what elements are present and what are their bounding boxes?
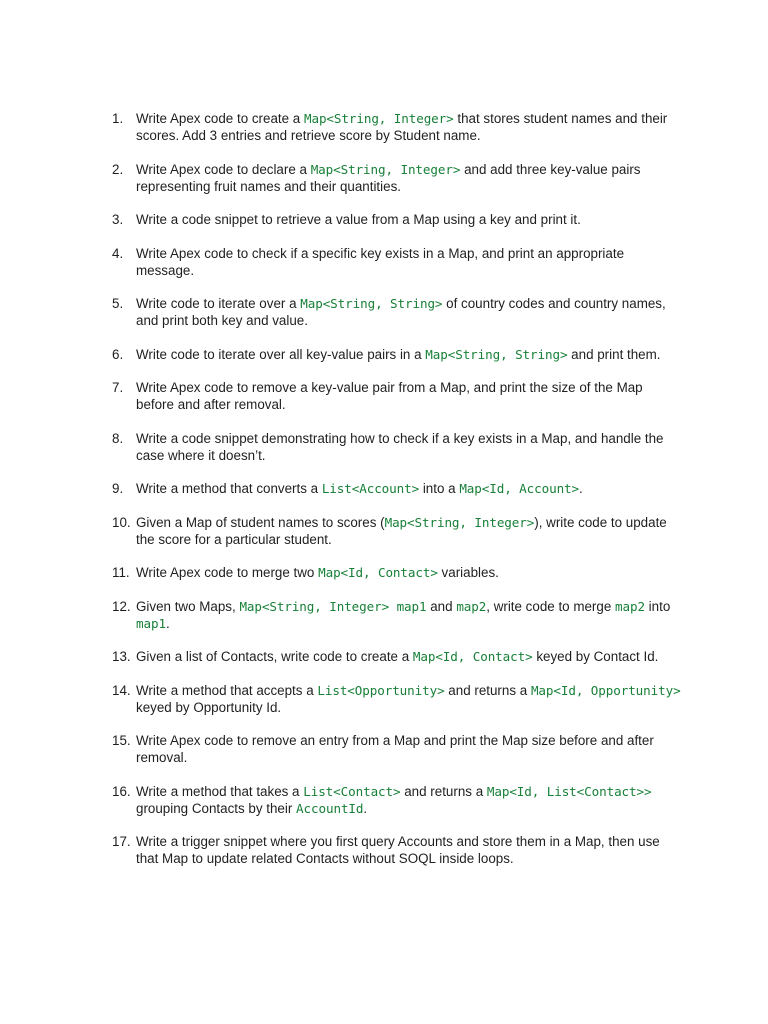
question-text: [136, 598, 682, 632]
text-segment: of country codes and country names, and print both key and value.: [136, 296, 666, 328]
question-number: 14.: [112, 682, 131, 698]
question-number: 8.: [112, 430, 124, 446]
question-text: [136, 682, 682, 716]
text-segment: that stores student names and their scores. Add 3 entries and retrieve score by Student name.: [136, 111, 668, 143]
inline-code: AccountId: [296, 800, 364, 816]
text-segment: Write a method that takes a: [136, 783, 304, 799]
question-item: [112, 430, 682, 464]
question-item: [112, 161, 682, 195]
text-segment: Given two Maps,: [136, 598, 240, 614]
text-segment: keyed by Contact Id.: [532, 649, 659, 664]
question-number: 10.: [112, 514, 131, 530]
question-number: 12.: [112, 598, 131, 614]
inline-code: List<Account>: [321, 481, 420, 496]
inline-code: List<Contact>: [303, 783, 401, 799]
text-segment: Write Apex code to create a: [136, 111, 304, 126]
question-number: 7.: [112, 380, 124, 395]
text-segment: Given a list of Contacts, write code to create a: [136, 649, 413, 664]
question-number: 1.: [112, 111, 124, 126]
question-item: [112, 682, 682, 716]
question-item: [112, 783, 682, 817]
text-segment: Write a method that accepts a: [136, 682, 318, 698]
question-item: [112, 648, 682, 665]
inline-code: map2: [456, 598, 487, 614]
text-segment: Write code to iterate over all key-value pairs in a: [136, 346, 426, 362]
question-number: 4.: [112, 245, 124, 261]
question-text: [136, 211, 682, 228]
inline-code: map1: [136, 615, 166, 631]
question-item: [112, 480, 682, 497]
question-text: [136, 564, 682, 581]
text-segment: Write a code snippet to retrieve a value from a Map using a key and print it.: [136, 212, 581, 227]
inline-code: Map<String, Integer>: [303, 111, 454, 126]
text-segment: .: [579, 481, 583, 496]
inline-code: Map<Id, Contact>: [412, 649, 533, 664]
question-number: 16.: [112, 783, 131, 799]
question-item: [112, 514, 682, 548]
question-number: 9.: [112, 481, 124, 496]
text-segment: grouping Contacts by their: [136, 800, 297, 816]
inline-code: Map<Id, Contact>: [318, 565, 438, 580]
question-text: [136, 648, 682, 665]
question-number: 2.: [112, 161, 124, 177]
text-segment: keyed by Opportunity Id.: [136, 699, 282, 715]
text-segment: into: [644, 598, 671, 614]
inline-code: Map<String, String>: [425, 346, 568, 362]
text-segment: Write a method that converts a: [136, 481, 322, 496]
question-number: 13.: [112, 649, 131, 664]
question-number: 15.: [112, 733, 131, 748]
inline-code: Map<Id, Account>: [459, 481, 580, 496]
inline-code: Map<String, String>: [300, 296, 443, 311]
text-segment: and print them.: [567, 346, 661, 362]
inline-code: Map<String, Integer>: [384, 514, 535, 530]
text-segment: Write a trigger snippet where you first query Accounts and store them in a Map, then use that Map to update related Contacts without SOQL inside loops.: [136, 834, 660, 866]
inline-code: map2: [615, 598, 645, 614]
text-segment: Write a code snippet demonstrating how to check if a key exists in a Map, and handle the case where it doesn’t.: [136, 430, 664, 463]
text-segment: Write Apex code to check if a specific key exists in a Map, and print an appropriate message.: [136, 245, 625, 278]
text-segment: Write Apex code to remove an entry from a Map and print the Map size before and after removal.: [136, 733, 654, 765]
text-segment: .: [363, 800, 368, 816]
text-segment: Write Apex code to remove a key-value pair from a Map, and print the size of the Map before and after removal.: [136, 380, 643, 412]
question-text: [136, 245, 682, 279]
text-segment: Write Apex code to declare a: [136, 161, 311, 177]
question-text: [136, 346, 682, 363]
question-item: [112, 346, 682, 363]
question-number: 17.: [112, 834, 131, 849]
question-number: 3.: [112, 212, 124, 227]
question-text: [136, 783, 682, 817]
question-item: [112, 211, 682, 228]
question-text: [136, 295, 682, 329]
text-segment: and returns a: [444, 682, 531, 698]
question-text: [136, 430, 682, 464]
inline-code: List<Opportunity>: [317, 682, 445, 698]
question-number: 5.: [112, 296, 124, 311]
question-item: [112, 833, 682, 867]
question-item: [112, 110, 682, 144]
text-segment: and add three key-value pairs representing fruit names and their quantities.: [136, 161, 641, 194]
text-segment: and returns a: [400, 783, 487, 799]
question-text: [136, 514, 682, 548]
question-item: [112, 564, 682, 581]
question-item: [112, 295, 682, 329]
question-number: 11.: [112, 565, 130, 580]
question-text: [136, 480, 682, 497]
text-segment: , write code to merge: [486, 598, 616, 614]
inline-code: Map<Id, Opportunity>: [530, 682, 681, 698]
question-item: [112, 245, 682, 279]
text-segment: Write Apex code to merge two: [136, 565, 319, 580]
question-item: [112, 379, 682, 413]
question-text: [136, 379, 682, 413]
question-number: 6.: [112, 346, 124, 362]
question-text: [136, 732, 682, 766]
text-segment: Write code to iterate over a: [136, 296, 301, 311]
inline-code: Map<String, Integer>: [310, 161, 461, 177]
text-segment: variables.: [437, 565, 499, 580]
text-segment: Given a Map of student names to scores (: [136, 514, 385, 530]
text-segment: into a: [419, 481, 460, 496]
question-text: [136, 161, 682, 195]
question-item: [112, 732, 682, 766]
text-segment: .: [165, 615, 170, 631]
text-segment: ), write code to update the score for a particular student.: [136, 514, 667, 547]
inline-code: Map<String, Integer> map1: [239, 598, 427, 614]
question-list: [112, 110, 682, 884]
question-text: [136, 833, 682, 867]
text-segment: and: [426, 598, 457, 614]
question-item: [112, 598, 682, 632]
inline-code: Map<Id, List<Contact>>: [486, 783, 652, 799]
question-text: [136, 110, 682, 144]
